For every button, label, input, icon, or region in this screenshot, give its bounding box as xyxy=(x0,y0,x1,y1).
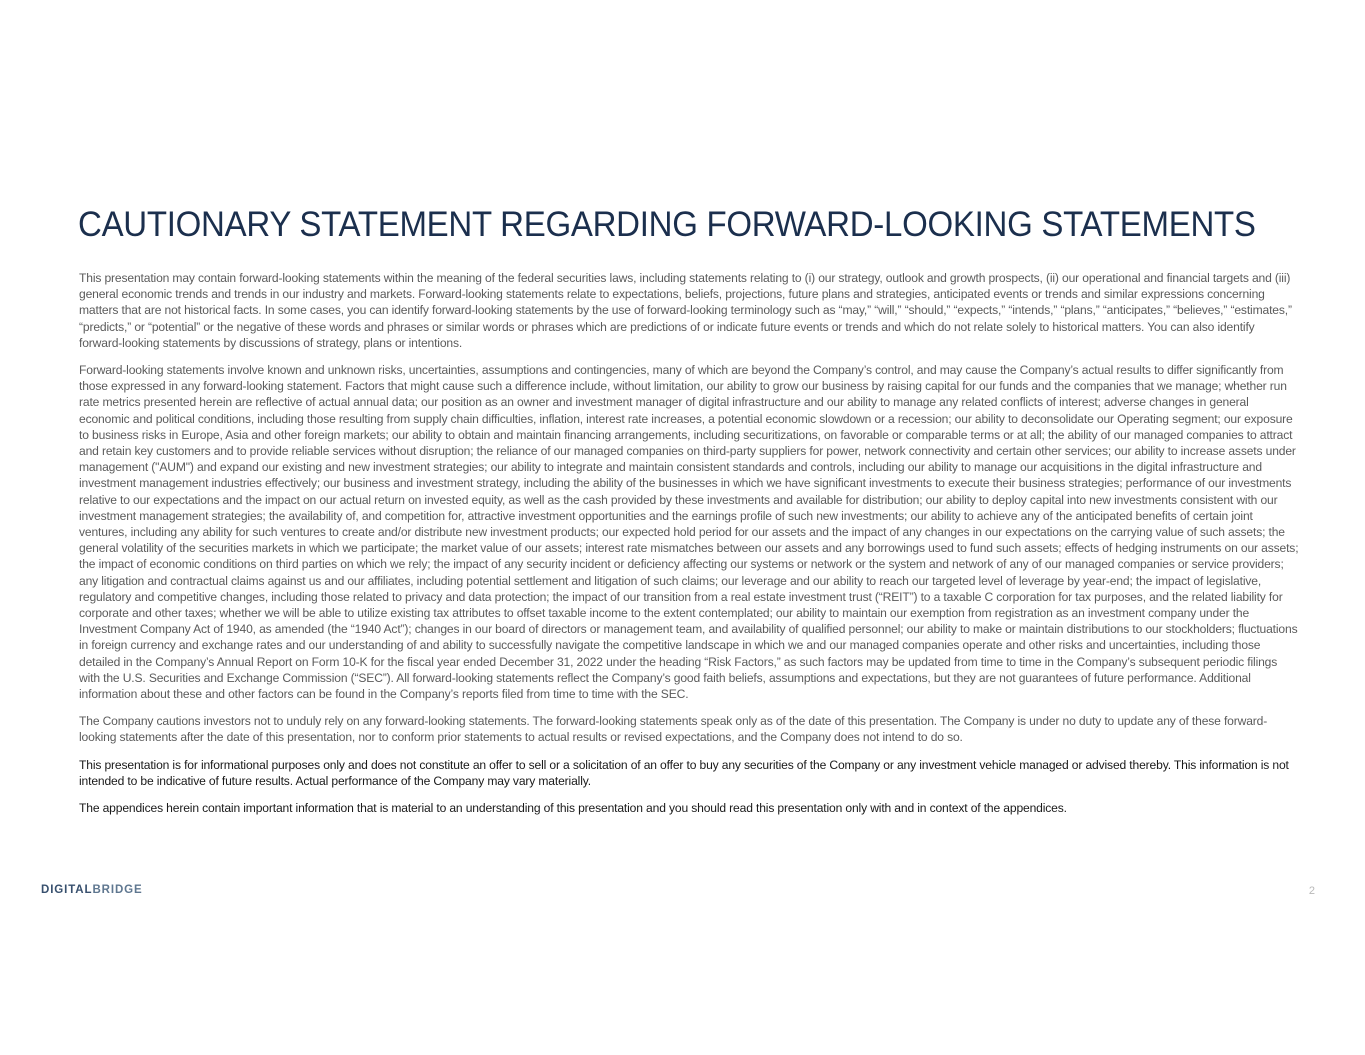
logo-text-primary: DIGITAL xyxy=(41,884,93,896)
disclaimer-body xyxy=(79,270,1299,827)
paragraph-caution: The Company cautions investors not to unduly rely on any forward-looking statements. The forward-looking statements speak only as of the date of this presentation. The Company is under no duty to update any of these forward-looking statements after the date of this presentation, nor to conform prior statements to actual results or revised expectations, and the Company does not intend to do so. xyxy=(79,714,1268,745)
logo-text-secondary: BRIDGE xyxy=(92,884,143,896)
page-title: CAUTIONARY STATEMENT REGARDING FORWARD-LOOKING STATEMENTS xyxy=(78,204,1256,244)
paragraph-forward-looking-intro: This presentation may contain forward-looking statements within the meaning of the federal securities laws, including statements relating to (i) our strategy, outlook and growth prospects, (ii) our operational and financial targets and (iii) general economic trends and trends in our industry and markets. Forward-looking statements relate to expectations, beliefs, projections, future plans and strategies, anticipated events or trends and similar expressions concerning matters that are not historical facts. In some cases, you can identify forward-looking statements by the use of forward-looking terminology such as “may,” “will,” “should,” “expects,” “intends,” “plans,” “anticipates,” “believes,” “estimates,” “predicts,” or “potential” or the negative of these words and phrases or similar words or phrases which are predictions of or indicate future events or trends and which do not relate solely to historical matters. You can also identify forward-looking statements by discussions of strategy, plans or intentions. xyxy=(79,271,1292,350)
paragraph-appendices: The appendices herein contain important information that is material to an understanding of this presentation and you should read this presentation only with and in context of the appendices. xyxy=(79,801,1067,816)
page-number: 2 xyxy=(1308,885,1315,897)
company-logo xyxy=(41,883,143,897)
paragraph-risk-factors: Forward-looking statements involve known and unknown risks, uncertainties, assumptions and contingencies, many of which are beyond the Company’s control, and may cause the Company’s actual results to differ significantly from those expressed in any forward-looking statement. Factors that might cause such a difference include, without limitation, our ability to grow our business by raising capital for our funds and the companies that we manage; whether run rate metrics presented herein are reflective of actual annual data; our position as an owner and investment manager of digital infrastructure and our ability to manage any related conflicts of interest; adverse changes in general economic and political conditions, including those resulting from supply chain difficulties, inflation, interest rate increases, a potential economic slowdown or a recession; our ability to deconsolidate our Operating segment; our exposure to business risks in Europe, Asia and other foreign markets; our ability to obtain and maintain financing arrangements, including securitizations, on favorable or comparable terms or at all; the ability of our managed companies to attract and retain key customers and to provide reliable services without disruption; the reliance of our managed companies on third-party suppliers for power, network connectivity and certain other services; our ability to increase assets under management ("AUM") and expand our existing and new investment strategies; our ability to integrate and maintain consistent standards and controls, including our ability to manage our acquisitions in the digital infrastructure and investment management industries effectively; our business and investment strategy, including the ability of the businesses in which we have significant investments to execute their business strategies; performance of our investments relative to our expectations and the impact on our actual return on invested equity, as well as the cash provided by these investments and available for distribution; our ability to deploy capital into new investments consistent with our investment management strategies; the availability of, and competition for, attractive investment opportunities and the earnings profile of such new investments; our ability to achieve any of the anticipated benefits of certain joint ventures, including any ability for such ventures to create and/or distribute new investment products; our expected hold period for our assets and the impact of any changes in our expectations on the carrying value of such assets; the general volatility of the securities markets in which we participate; the market value of our assets; interest rate mismatches between our assets and any borrowings used to fund such assets; effects of hedging instruments on our assets; the impact of economic conditions on third parties on which we rely; the impact of any security incident or deficiency affecting our systems or network or the system and network of any of our managed companies or service providers; any litigation and contractual claims against us and our affiliates, including potential settlement and litigation of such claims; our leverage and our ability to reach our targeted level of leverage by year-end; the impact of legislative, regulatory and competitive changes, including those related to privacy and data protection; the impact of our transition from a real estate investment trust (“REIT”) to a taxable C corporation for tax purposes, and the related liability for corporate and other taxes; whether we will be able to utilize existing tax attributes to offset taxable income to the extent contemplated; our ability to maintain our exemption from registration as an investment company under the Investment Company Act of 1940, as amended (the “1940 Act”); changes in our board of directors or management team, and availability of qualified personnel; our ability to make or maintain distributions to our stockholders; fluctuations in foreign currency and exchange rates and our understanding of and ability to successfully navigate the competitive landscape in which we and our managed companies operate and other risks and uncertainties, including those detailed in the Company’s Annual Report on Form 10-K for the fiscal year ended December 31, 2022 under the heading “Risk Factors,” as such factors may be updated from time to time in the Company’s subsequent periodic filings with the U.S. Securities and Exchange Commission (“SEC”). All forward-looking statements reflect the Company’s good faith beliefs, assumptions and expectations, but they are not guarantees of future performance. Additional information about these and other factors can be found in the Company’s reports filed from time to time with the SEC. xyxy=(79,363,1299,702)
paragraph-informational-purpose: This presentation is for informational purposes only and does not constitute an offer to sell or a solicitation of an offer to buy any securities of the Company or any investment vehicle managed or advised thereby. This information is not intended to be indicative of future results. Actual performance of the Company may vary materially. xyxy=(79,757,1289,788)
